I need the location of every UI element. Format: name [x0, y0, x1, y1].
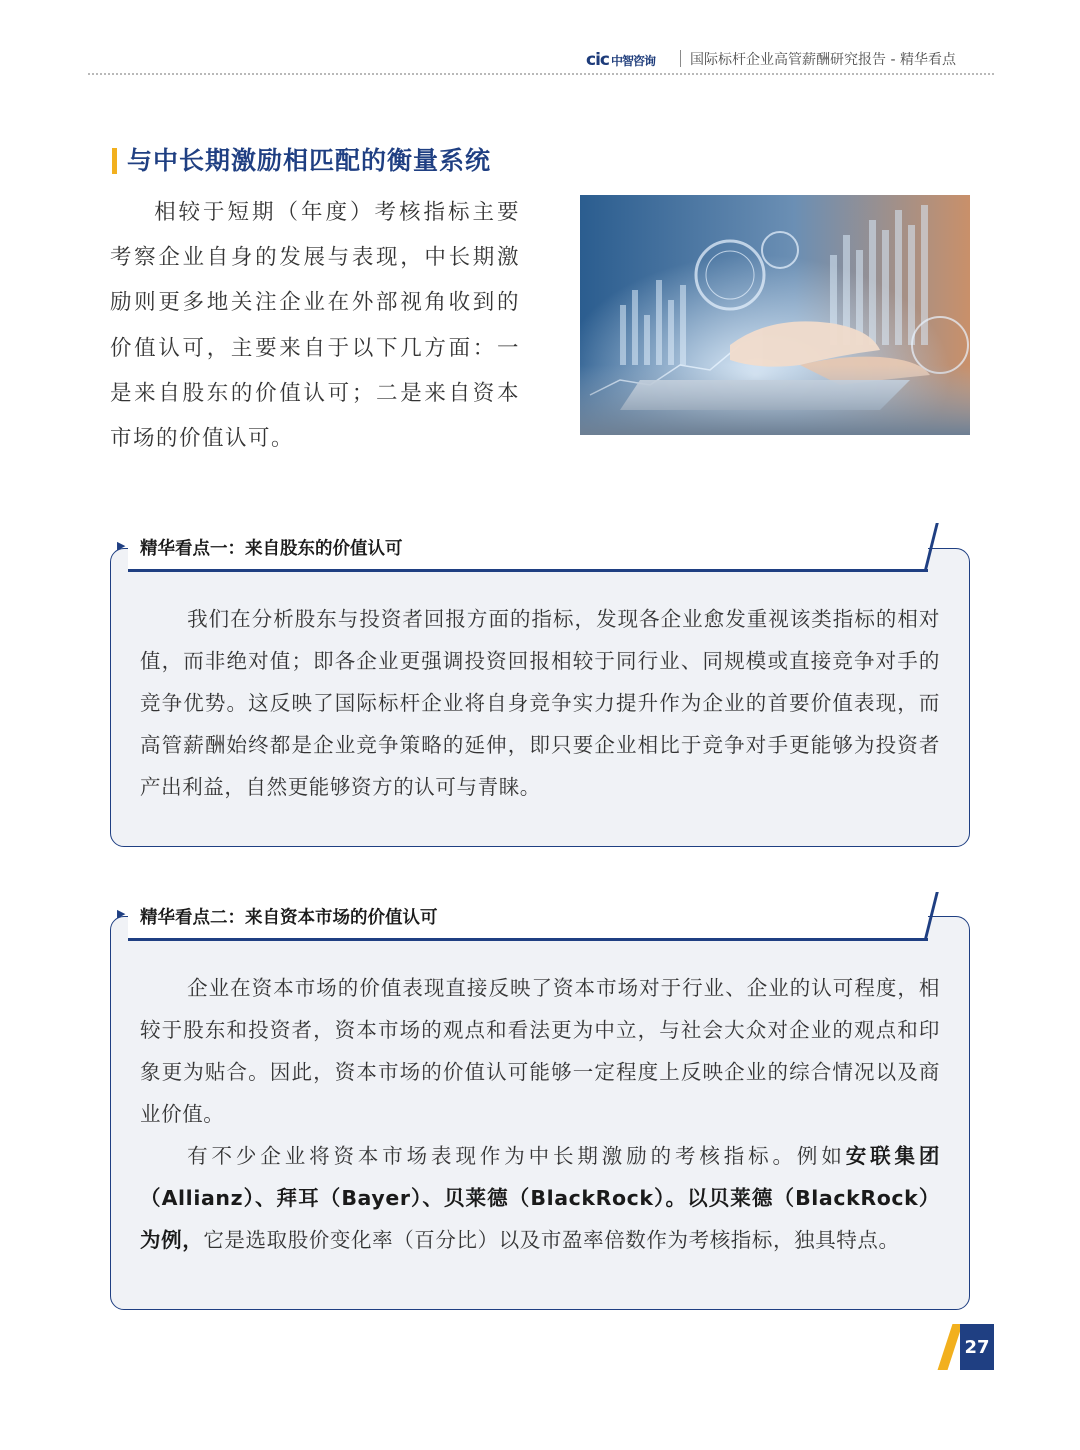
highlight-card-2-tab [128, 892, 928, 941]
highlight-card-1-body [140, 598, 940, 808]
highlight-card-1-paragraph: 我们在分析股东与投资者回报方面的指标，发现各企业愈发重视该类指标的相对值，而非绝对值；即各企业更强调投资回报相较于同行业、同规模或直接竞争对手的竞争优势。这反映了国际标杆企业将自身竞争实力提升作为企业的首要价值表现，而高管薪酬始终都是企业竞争策略的延伸，即只要企业相比于竞争对手更能够为投资者产出利益，自然更能够资方的认可与青睐。 [140, 607, 940, 799]
highlight-card-2-paragraph-1: 企业在资本市场的价值表现直接反映了资本市场对于行业、企业的认可程度，相较于股东和投资者，资本市场的观点和看法更为中立，与社会大众对企业的观点和印象更为贴合。因此，资本市场的价值认可能够一定程度上反映企业的综合情况以及商业价值。 [140, 976, 940, 1126]
highlight-card-2-body [140, 967, 940, 1261]
highlight-card-2-title: 精华看点二：来自资本市场的价值认可 [140, 908, 438, 928]
page-header [0, 0, 1080, 78]
paragraph-2-lead: 有不少企业将资本市场表现作为中长期激励的考核指标。例如 [187, 1144, 846, 1168]
paragraph-2-bold-companies: 安联集团（Allianz）、拜耳（Bayer）、贝莱德（BlackRock）。以贝莱德（BlackRock）为例， [140, 1144, 940, 1252]
tab-arrow-icon: ▶ [117, 539, 126, 552]
page-number: 27 [960, 1324, 994, 1370]
tab-arrow-icon: ▶ [117, 907, 126, 920]
paragraph-2-tail: 它是选取股价变化率（百分比）以及市盈率倍数作为考核指标，独具特点。 [203, 1228, 900, 1252]
logo-name: 中智咨询 [610, 53, 655, 68]
company-logo [586, 50, 655, 70]
report-title: 国际标杆企业高管薪酬研究报告 - 精华看点 [690, 52, 956, 68]
hero-image-data-dashboard [580, 195, 970, 435]
intro-text [110, 190, 520, 461]
section-title-accent-bar [112, 148, 117, 174]
page-number-accent [938, 1324, 963, 1370]
section-title: 与中长期激励相匹配的衡量系统 [127, 146, 492, 175]
dashboard-illustration [580, 195, 970, 435]
highlight-card-1-title: 精华看点一：来自股东的价值认可 [140, 539, 403, 559]
header-dotted-rule [88, 73, 994, 75]
logo-mark: cic [586, 50, 609, 70]
intro-paragraph: 相较于短期（年度）考核指标主要考察企业自身的发展与表现，中长期激励则更多地关注企业在外部视角收到的价值认可，主要来自于以下几方面：一是来自股东的价值认可；二是来自资本市场的价值认可。 [110, 200, 520, 452]
highlight-card-2-paragraph-2 [140, 1135, 940, 1261]
header-separator [680, 50, 681, 67]
highlight-card-1-tab [128, 523, 928, 572]
